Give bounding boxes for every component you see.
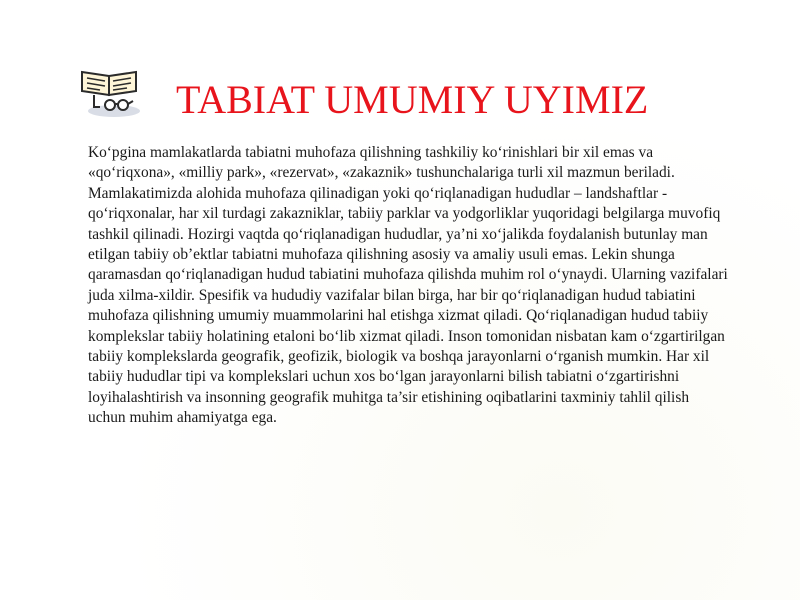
open-book-with-glasses-icon [78,64,142,120]
slide-title: TABIAT UMUMIY UYIMIZ [176,77,649,122]
body-paragraph: Ko‘pgina mamlakatlarda tabiatni muhofaza qilishning tashkiliy ko‘rinishlari bir xil emas va «qo‘riqxona», «milliy park», «rezervat», «zakaznik» tushunchalariga turli xil mazmun beriladi. Mamlakatimizda alohida muhofaza qilinadigan yoki qo‘riqlanadigan hududlar – landshaftlar - qo‘riqxonalar, har xil turdagi zakazniklar, tabiiy parklar va yodgorliklar yuqoridagi belgilarga muvofiq tashkil qilinadi. Hozirgi vaqtda qo‘riqlanadigan hududlar, ya’ni xo‘jalikda foydalanish butunlay man etilgan tabiiy ob’ektlar tabiatni muhofaza qilishning asosiy va amaliy usuli emas. Lekin shunga qaramasdan qo‘riqlanadigan hudud tabiatini muhofaza qilishda muhim rol o‘ynaydi. Ularning vazifalari juda xilma-xildir. Spesifik va hududiy vazifalar bilan birga, har bir qo‘riqlanadigan hudud tabiatini muhofaza qilishning umumiy muammolarini hal etishga xizmat qiladi. Qo‘riqlanadigan hudud tabiiy komplekslar tabiiy holatining etaloni bo‘lib xizmat qiladi. Inson tomonidan nisbatan kam o‘zgartirilgan tabiiy komplekslarda geografik, geofizik, biologik va boshqa jarayonlarni o‘rganish mumkin. Har xil tabiiy hududlar tipi va komplekslari uchun xos bo‘lgan jarayonlarni bilish tabiatni o‘zgartirishni loyihalashtirish va insonning geografik muhitga ta’sir etishining oqibatlarini taxminiy tahlil qilish uchun muhim ahamiyatga ega. [88,144,728,427]
